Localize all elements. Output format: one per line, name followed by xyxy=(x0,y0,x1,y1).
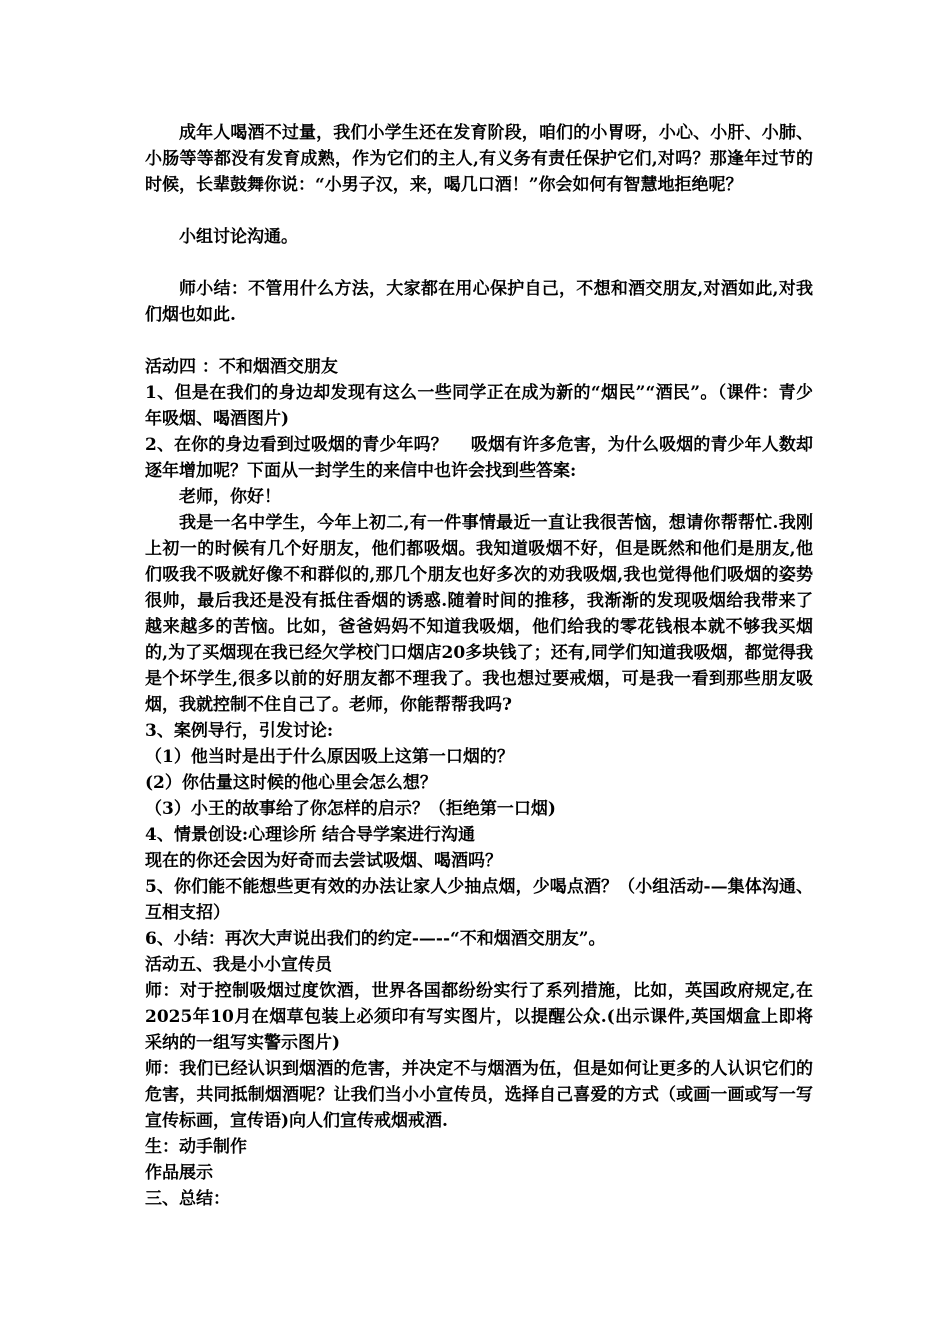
paragraph-gap xyxy=(145,198,813,224)
question-1: （1）他当时是出于什么原因吸上这第一口烟的？ xyxy=(145,747,514,767)
student-action: 生：动手制作 xyxy=(145,1137,247,1157)
teacher-paragraph-2: 师：我们已经认识到烟酒的危害，并决定不与烟酒为伍，但是如何让更多的人认识它们的危害，共同抵制烟酒呢？让我们当小小宣传员，选择自己喜爱的方式（或画一画或写一写宣传标画，宣传语)向人们宣传戒烟戒酒. xyxy=(145,1059,813,1131)
paragraph-gap xyxy=(145,328,813,354)
item-1: 1、但是在我们的身边却发现有这么一些同学正在成为新的“烟民”“酒民”。（课件：青少年吸烟、喝酒图片) xyxy=(145,383,813,429)
paragraph-group-discussion: 小组讨论沟通。 xyxy=(179,227,298,247)
item-3: 3、案例导行，引发讨论: xyxy=(145,721,334,741)
question-2: (2）你估量这时候的他心里会怎么想？ xyxy=(145,773,437,793)
teacher-paragraph-1: 师：对于控制吸烟过度饮酒，世界各国都纷纷实行了系列措施，比如，英国政府规定,在2025年10月在烟草包装上必须印有写实图片，以提醒公众.(出示课件,英国烟盒上即将采纳的一组写实警示图片) xyxy=(145,981,813,1053)
item-4: 4、情景创设:心理诊所 结合导学案进行沟通 xyxy=(145,825,476,845)
summary-heading: 三、总结： xyxy=(145,1189,230,1209)
letter-body: 我是一名中学生，今年上初二,有一件事情最近一直让我很苦恼，想请你帮帮忙.我刚上初一的时候有几个好朋友，他们都吸烟。我知道吸烟不好，但是既然和他们是朋友,他们吸我不吸就好像不和群似的,那几个朋友也好多次的劝我吸烟,我也觉得他们吸烟的姿势很帅，最后我还是没有抵住香烟的诱惑.随着时间的推移，我渐渐的发现吸烟给我带来了越来越多的苦恼。比如，爸爸妈妈不知道我吸烟，他们给我的零花钱根本就不够我买烟的,为了买烟现在我已经欠学校门口烟店20多块钱了；还有,同学们知道我吸烟，都觉得我是个坏学生,很多以前的好朋友都不理我了。我也想过要戒烟，可是我一看到那些朋友吸烟，我就控制不住自己了。老师，你能帮帮我吗? xyxy=(145,513,813,715)
activity-four-heading: 活动四 ：不和烟酒交朋友 xyxy=(145,357,338,377)
paragraph-gap xyxy=(145,250,813,276)
paragraph-teacher-summary: 师小结：不管用什么方法，大家都在用心保护自己，不想和酒交朋友,对酒如此,对我们烟也如此. xyxy=(145,279,813,325)
item-6: 6、小结：再次大声说出我们的约定-—--“不和烟酒交朋友”。 xyxy=(145,929,606,949)
item-5: 5、你们能不能想些更有效的办法让家人少抽点烟，少喝点酒？（小组活动-—集体沟通、互相支招） xyxy=(145,877,813,923)
activity-five-heading: 活动五、我是小小宣传员 xyxy=(145,955,332,975)
item-4-question: 现在的你还会因为好奇而去尝试吸烟、喝酒吗？ xyxy=(145,851,502,871)
question-3: （3）小王的故事给了你怎样的启示？（拒绝第一口烟) xyxy=(145,799,556,819)
works-display: 作品展示 xyxy=(145,1163,213,1183)
letter-greeting: 老师，你好！ xyxy=(179,487,281,507)
paragraph-intro: 成年人喝酒不过量，我们小学生还在发育阶段，咱们的小胃呀，小心、小肝、小肺、小肠等等都没有发育成熟，作为它们的主人,有义务有责任保护它们,对吗？那逢年过节的时候，长辈鼓舞你说：“小男子汉，来，喝几口酒！”你会如何有智慧地拒绝呢？ xyxy=(145,123,813,195)
document-body xyxy=(145,120,813,1212)
item-2: 2、在你的身边看到过吸烟的青少年吗？ 吸烟有许多危害，为什么吸烟的青少年人数却逐年增加呢？下面从一封学生的来信中也许会找到些答案: xyxy=(145,435,813,481)
